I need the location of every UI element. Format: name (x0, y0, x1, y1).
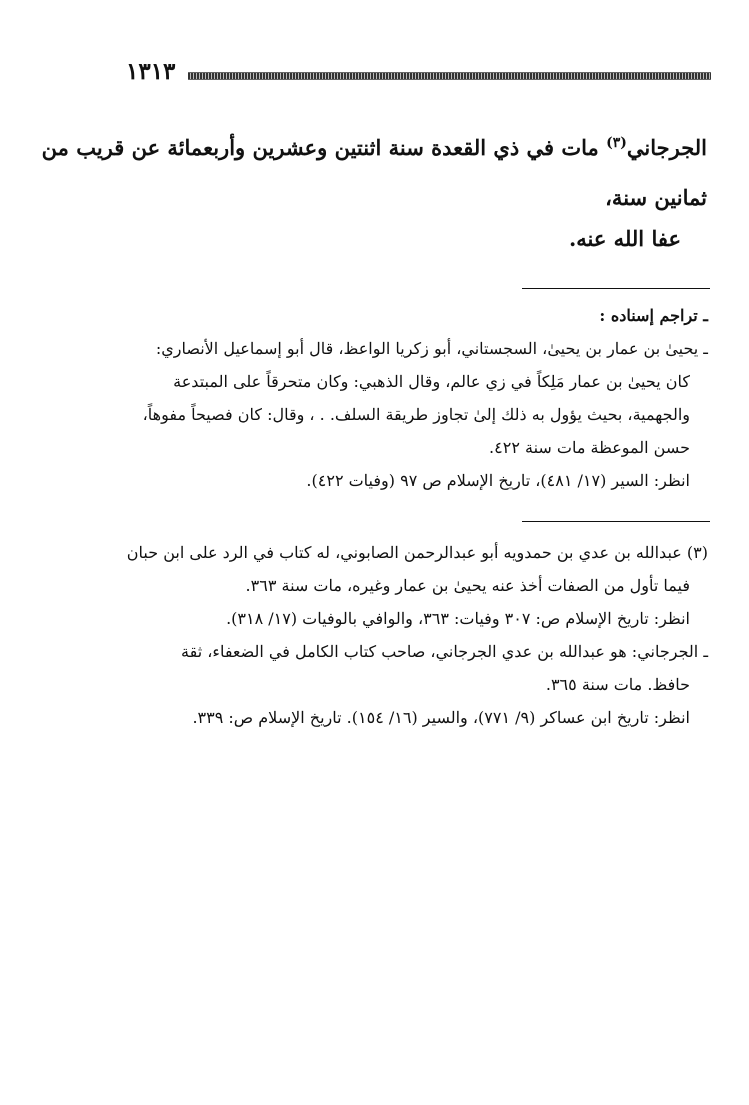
closing-phrase: عفا الله عنه. (568, 226, 681, 251)
footnote-line: ـ الجرجاني: هو عبدالله بن عدي الجرجاني، صاحب كتاب الكامل في الضعفاء، ثقة (181, 642, 708, 661)
footnote-line: كان يحيىٰ بن عمار مَلِكاً في زي عالم، وقال الذهبي: وكان متحرقاً على المبتدعة (173, 372, 690, 391)
footnote-line: انظر: تاريخ ابن عساكر (٩/ ٧٧١)، والسير (١٦/ ١٥٤). تاريخ الإسلام ص: ٣٣٩. (192, 708, 690, 727)
footnote-separator-1 (522, 288, 710, 289)
footnote-line: (٣) عبدالله بن عدي بن حمدويه أبو عبدالرحمن الصابوني، له كتاب في الرد على ابن حبان (126, 543, 708, 562)
header-rule (188, 72, 711, 80)
footnote-line: حسن الموعظة مات سنة ٤٢٢. (489, 438, 690, 457)
footnote-line: والجهمية، بحيث يؤول به ذلك إلىٰ تجاوز طريقة السلف. . ، وقال: كان فصيحاً مفوهاً، (142, 405, 690, 424)
main-line-1-rest: مات في ذي القعدة سنة اثنتين وعشرين وأربعمائة عن قريب من (41, 135, 607, 160)
main-line-1 (41, 118, 707, 173)
footnote-line: ـ يحيىٰ بن عمار بن يحيىٰ، السجستاني، أبو زكريا الواعظ، قال أبو إسماعيل الأنصاري: (155, 339, 708, 358)
main-text (41, 118, 707, 223)
footnote-line: انظر: تاريخ الإسلام ص: ٣٠٧ وفيات: ٣٦٣، والوافي بالوفيات (١٧/ ٣١٨). (226, 609, 690, 628)
footnote-separator-2 (522, 521, 710, 522)
main-line-1-start: الجرجاني (626, 135, 707, 160)
footnote-line: فيما تأول من الصفات أخذ عنه يحيىٰ بن عمار وغيره، مات سنة ٣٦٣. (245, 576, 690, 595)
main-line-2: ثمانين سنة، (605, 185, 707, 210)
footnote-ref-3[interactable]: (٣) (606, 135, 627, 151)
footnote-heading: ـ تراجم إسناده : (599, 306, 708, 325)
footnote-3-section (68, 536, 708, 734)
footnote-line: حافظ. مات سنة ٣٦٥. (545, 675, 690, 694)
page-number: ١٣١٣ (126, 58, 176, 85)
footnote-line: انظر: السير (١٧/ ٤٨١)، تاريخ الإسلام ص ٩٧ (وفيات ٤٢٢). (306, 471, 690, 490)
footnote-isnad-section (68, 299, 708, 497)
